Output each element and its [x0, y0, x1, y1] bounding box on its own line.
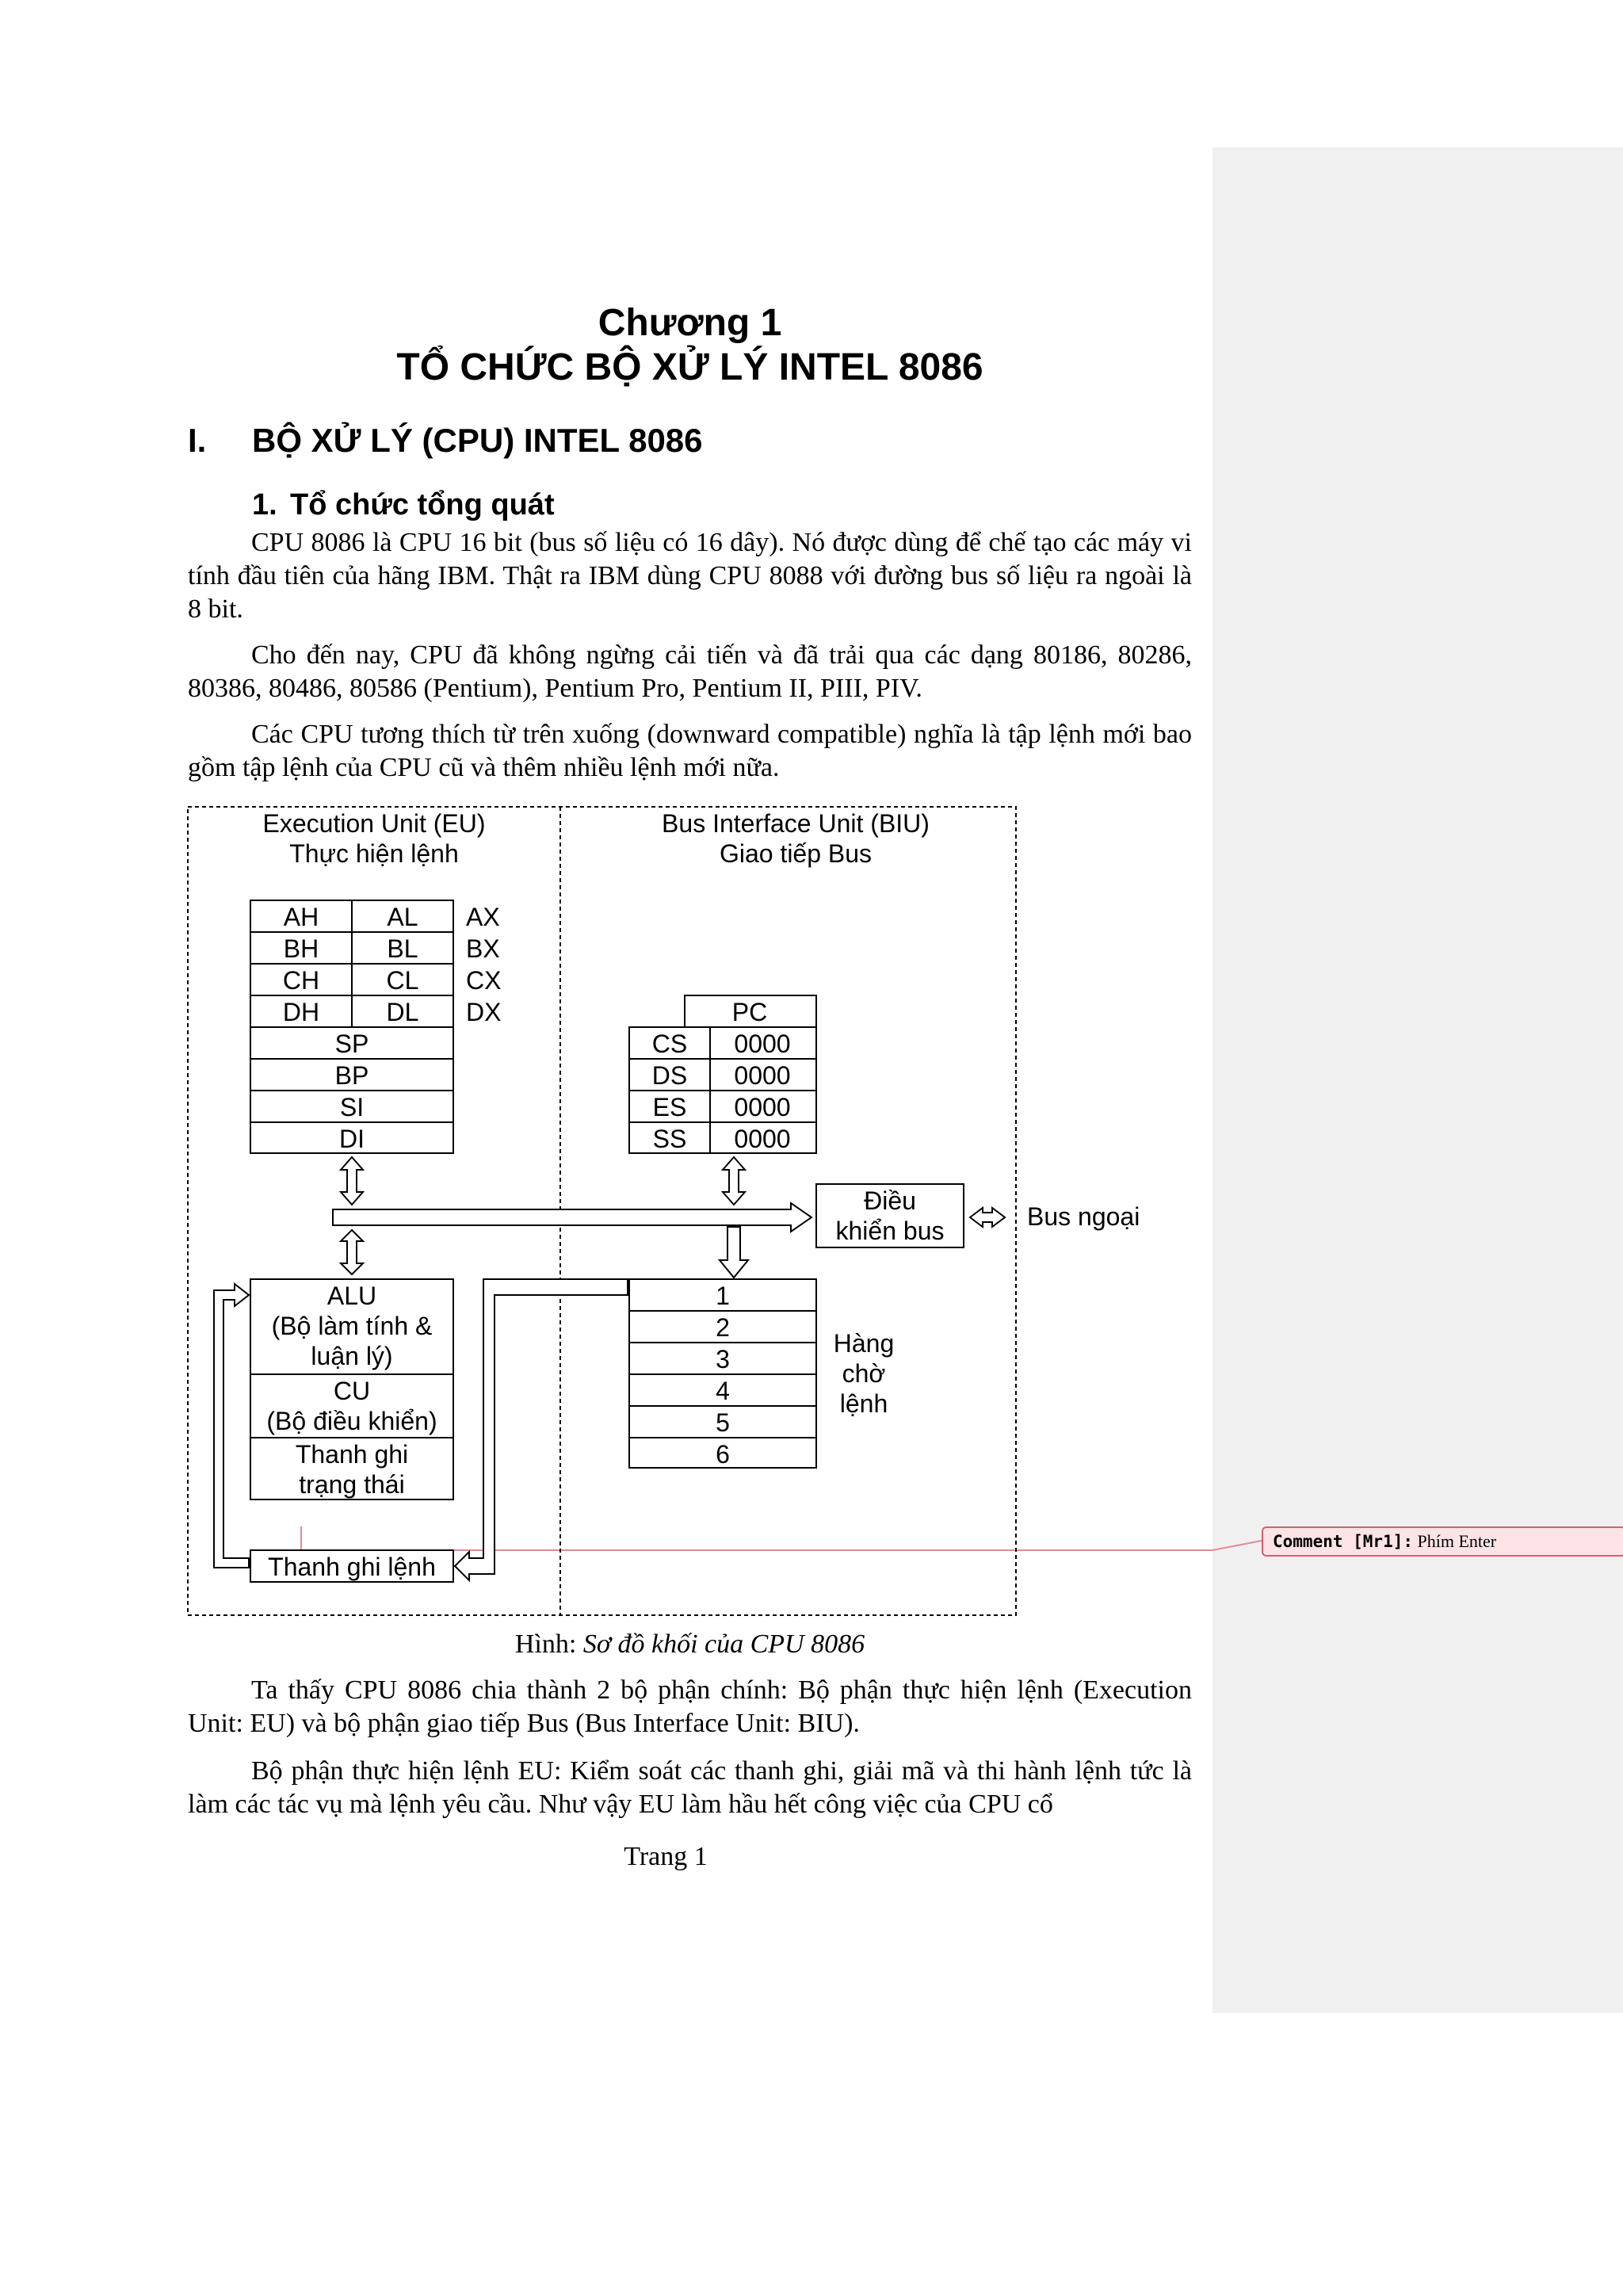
instruction-register-label: Thanh ghi lệnh — [268, 1553, 436, 1581]
register-high: AH — [283, 903, 319, 931]
segment-value: 0000 — [734, 1061, 791, 1090]
queue-slot: 2 — [716, 1313, 730, 1342]
segment-bus-arrow — [723, 1157, 745, 1205]
segment-registers — [629, 995, 816, 1153]
paragraph: Ta thấy CPU 8086 chia thành 2 bộ phận chính: Bộ phận thực hiện lệnh (Execution Unit: EU) và bộ phận giao tiếp Bus (Bus Interface Unit: BIU). — [188, 1675, 1192, 1738]
queue-label: lệnh — [839, 1389, 888, 1418]
segment-name: DS — [651, 1061, 688, 1090]
paragraph: CPU 8086 là CPU 16 bit (bus số liệu có 16 dây). Nó được dùng để chế tạo các máy vi tính đầu tiên của hãng IBM. Thật ra IBM dùng CPU 8088 với đường bus số liệu ra ngoài là 8 bit. — [188, 528, 1192, 624]
alu-label: ALU — [327, 1282, 377, 1310]
queue-slot: 3 — [716, 1345, 730, 1373]
pc-label: PC — [731, 998, 768, 1026]
pointer-register: DI — [339, 1125, 365, 1153]
register-low: BL — [387, 934, 418, 963]
chapter-subtitle: TỔ CHỨC BỘ XỬ LÝ INTEL 8086 — [396, 346, 983, 388]
register-low: DL — [386, 998, 419, 1026]
alu-cu-block — [250, 1279, 453, 1499]
external-bus-label: Bus ngoại — [1027, 1202, 1140, 1231]
status-register-label: trạng thái — [299, 1470, 405, 1499]
bus-control-label: khiển bus — [835, 1217, 945, 1245]
queue-slot: 5 — [716, 1408, 730, 1437]
queue-slot: 1 — [716, 1282, 730, 1310]
alu-label: luận lý) — [311, 1342, 393, 1370]
register-bus-arrow — [341, 1157, 363, 1205]
register-high: CH — [282, 966, 320, 995]
segment-name: CS — [651, 1030, 688, 1058]
alu-label: (Bộ làm tính & — [271, 1312, 433, 1340]
caption-text: Sơ đồ khối của CPU 8086 — [582, 1629, 865, 1659]
pointer-register: BP — [334, 1061, 369, 1090]
instruction-to-cu-arrow — [214, 1284, 249, 1568]
segment-value: 0000 — [734, 1093, 791, 1121]
figure-caption — [188, 1628, 1192, 1661]
paragraph: Bộ phận thực hiện lệnh EU: Kiểm soát các thanh ghi, giải mã và thi hành lệnh tức là làm các tác vụ mà lệnh yêu cầu. Như vậy EU làm hầu hết công việc của CPU cổ — [188, 1756, 1192, 1819]
section-number: I. — [188, 422, 207, 459]
register-name: BX — [466, 934, 500, 963]
instruction-queue — [629, 1279, 816, 1469]
status-register-label: Thanh ghi — [295, 1440, 409, 1469]
register-high: BH — [283, 934, 319, 963]
biu-subtitle: Giao tiếp Bus — [719, 839, 873, 868]
caption-prefix: Hình: — [514, 1629, 583, 1659]
register-low: AL — [387, 903, 418, 931]
queue-to-instruction-arrow — [455, 1279, 628, 1580]
pointer-register: SI — [339, 1093, 365, 1121]
cu-label: (Bộ điều khiển) — [266, 1407, 437, 1435]
paragraph: Cho đến nay, CPU đã không ngừng cải tiến và đã trải qua các dạng 80186, 80286, 80386, 80486, 80586 (Pentium), Pentium Pro, Pentium II, PIII, PIV. — [188, 640, 1192, 703]
subsection-title: Tổ chức tổng quát — [290, 488, 555, 521]
queue-slot: 6 — [716, 1440, 730, 1469]
queue-label: chờ — [842, 1359, 886, 1388]
register-name: DX — [466, 998, 502, 1026]
comment-author-tag: Comment [Mr1]: — [1273, 1532, 1414, 1551]
chapter-title: Chương 1 — [598, 302, 782, 344]
external-bus-arrow — [970, 1208, 1005, 1227]
section-title: BỘ XỬ LÝ (CPU) INTEL 8086 — [252, 422, 703, 459]
register-name: CX — [466, 966, 502, 995]
cu-label: CU — [333, 1377, 371, 1405]
eu-subtitle: Thực hiện lệnh — [289, 839, 459, 868]
register-low: CL — [386, 966, 419, 995]
bus-control-label: Điều — [864, 1186, 916, 1215]
segment-name: SS — [652, 1125, 687, 1153]
queue-label: Hàng — [833, 1329, 895, 1358]
queue-slot: 4 — [716, 1377, 730, 1405]
pointer-register: SP — [334, 1030, 369, 1058]
bus-queue-arrow — [720, 1227, 748, 1278]
eu-title: Execution Unit (EU) — [262, 809, 486, 838]
segment-value: 0000 — [734, 1030, 791, 1058]
segment-name: ES — [652, 1093, 687, 1121]
biu-title: Bus Interface Unit (BIU) — [662, 809, 930, 838]
bus-alu-arrow — [341, 1230, 363, 1274]
register-high: DH — [282, 998, 320, 1026]
comment-text: Phím Enter — [1413, 1531, 1497, 1551]
register-name: AX — [466, 903, 500, 931]
segment-value: 0000 — [734, 1125, 791, 1153]
subsection-number: 1. — [252, 488, 277, 521]
paragraph: Các CPU tương thích từ trên xuống (downward compatible) nghĩa là tập lệnh mới bao gồm tập lệnh của CPU cũ và thêm nhiều lệnh mới nữa. — [188, 720, 1192, 782]
page-number: Trang 1 — [624, 1842, 708, 1871]
general-registers — [250, 900, 501, 1153]
